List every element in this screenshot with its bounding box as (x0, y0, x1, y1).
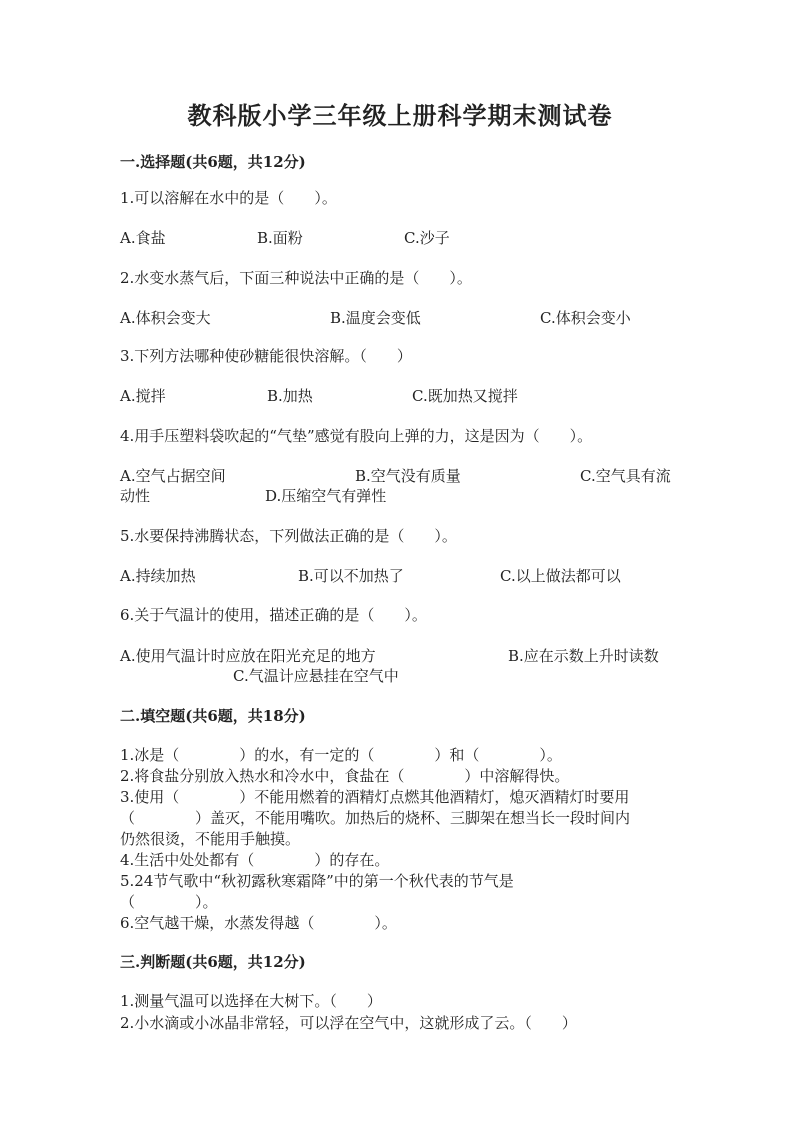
page-title: 教科版小学三年级上册科学期末测试卷 (187, 101, 613, 130)
section-heading-judge: 三.判断题(共6题，共12分) (120, 953, 306, 971)
option-c: C.气温计应悬挂在空气中 (233, 667, 399, 685)
fill-line: 2.将食盐分别放入热水和冷水中，食盐在（ ）中溶解得快。 (120, 767, 570, 785)
fill-line: 6.空气越干燥，水蒸发得越（ ）。 (120, 914, 397, 932)
option-b: B.面粉 (257, 229, 303, 247)
option-c: C.既加热又搅拌 (412, 387, 518, 405)
section-heading-fill: 二.填空题(共6题，共18分) (120, 707, 306, 725)
option-b: B.可以不加热了 (298, 567, 404, 585)
option-a: A.空气占据空间 (120, 467, 226, 485)
fill-line: 仍然很烫，不能用手触摸。 (120, 830, 301, 848)
option-a: A.搅拌 (120, 387, 166, 405)
fill-line: 1.冰是（ ）的水，有一定的（ ）和（ ）。 (120, 746, 562, 764)
section-heading-choice: 一.选择题(共6题，共12分) (120, 153, 306, 171)
fill-line: （ ）。 (120, 893, 218, 911)
option-b: B.温度会变低 (330, 309, 421, 327)
option-c: C.空气具有流 (580, 467, 671, 485)
option-c: C.体积会变小 (540, 309, 631, 327)
fill-line: 4.生活中处处都有（ ）的存在。 (120, 851, 390, 869)
option-a: A.体积会变大 (120, 309, 211, 327)
option-b: B.空气没有质量 (355, 467, 461, 485)
fill-line: 5.24节气歌中“秋初露秋寒霜降”中的第一个秋代表的节气是 (120, 872, 514, 890)
option-a: A.使用气温计时应放在阳光充足的地方 (120, 647, 376, 665)
question-text: 3.下列方法哪种使砂糖能很快溶解。（ ） (120, 347, 412, 365)
judge-line: 1.测量气温可以选择在大树下。（ ） (120, 992, 382, 1010)
question-text: 5.水要保持沸腾状态，下列做法正确的是（ ）。 (120, 527, 457, 545)
fill-line: （ ）盖灭，不能用嘴吹。加热后的烧杯、三脚架在想当长一段时间内 (120, 809, 631, 827)
option-c-continued: 动性 (120, 487, 151, 505)
question-text: 2.水变水蒸气后，下面三种说法中正确的是（ ）。 (120, 269, 472, 287)
question-text: 1.可以溶解在水中的是（ ）。 (120, 189, 337, 207)
option-a: A.持续加热 (120, 567, 196, 585)
option-b: B.加热 (267, 387, 313, 405)
question-text: 4.用手压塑料袋吹起的“气垫”感觉有股向上弹的力，这是因为（ ）。 (120, 427, 593, 445)
fill-line: 3.使用（ ）不能用燃着的酒精灯点燃其他酒精灯，熄灭酒精灯时要用 (120, 788, 630, 806)
option-d: D.压缩空气有弹性 (265, 487, 387, 505)
option-c: C.以上做法都可以 (500, 567, 621, 585)
option-c: C.沙子 (404, 229, 450, 247)
option-a: A.食盐 (120, 229, 166, 247)
judge-line: 2.小水滴或小冰晶非常轻，可以浮在空气中，这就形成了云。（ ） (120, 1014, 577, 1032)
option-b: B.应在示数上升时读数 (508, 647, 659, 665)
question-text: 6.关于气温计的使用，描述正确的是（ ）。 (120, 606, 427, 624)
